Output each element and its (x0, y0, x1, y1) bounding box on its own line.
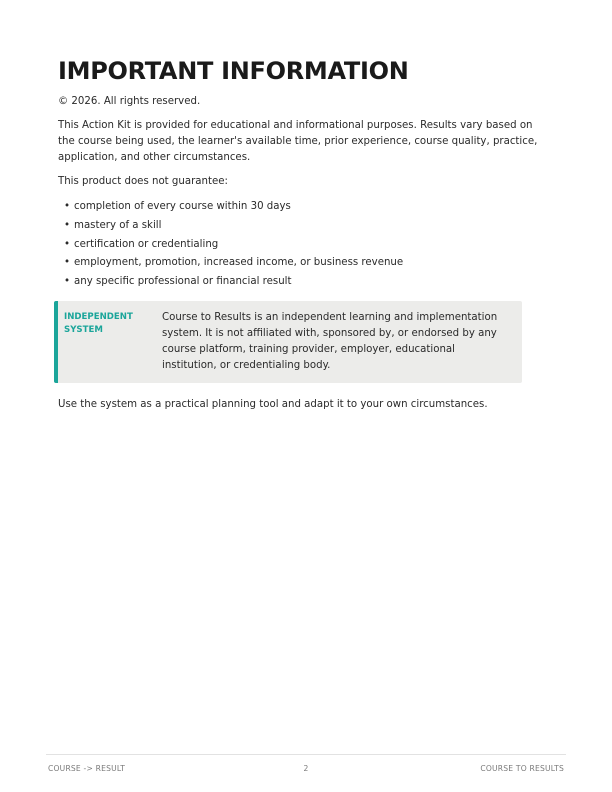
page-title: IMPORTANT INFORMATION (58, 57, 409, 85)
bullet-icon: • (64, 201, 71, 212)
callout-label: INDEPENDENT SYSTEM (64, 311, 133, 335)
list-item: • employment, promotion, increased income, or business revenue (64, 257, 404, 269)
copyright-notice: © 2026. All rights reserved. (58, 96, 201, 107)
closing-paragraph: Use the system as a practical planning tool and adapt it to your own circumstances. (58, 398, 488, 410)
bullet-icon: • (64, 276, 71, 288)
intro-paragraph: This Action Kit is provided for educational and informational purposes. Results vary based on the course being used, the learner's available time, prior experience, course quality, practice, application, and other circumstances. (58, 120, 538, 163)
bullet-icon: • (64, 219, 71, 231)
page-number: 2 (303, 764, 309, 773)
footer-left-label: COURSE -> RESULT (48, 764, 126, 773)
document-page (58, 56, 538, 421)
list-item: • certification or credentialing (64, 238, 219, 250)
no-guarantee-list (58, 198, 538, 292)
guarantee-lead: This product does not guarantee: (58, 176, 228, 187)
list-item: • any specific professional or financial result (64, 276, 292, 288)
callout-text: Course to Results is an independent learning and implementation system. It is not affiliated with, sponsored by, or endorsed by any course platform, training provider, employer, educational institution, or credentialing body. (162, 311, 498, 371)
page-footer (46, 754, 566, 785)
independent-system-callout (54, 301, 522, 383)
bullet-icon: • (64, 238, 71, 250)
bullet-icon: • (64, 257, 71, 269)
footer-right-label: COURSE TO RESULTS (480, 764, 564, 773)
list-item: • completion of every course within 30 days (64, 201, 291, 212)
list-item: • mastery of a skill (64, 219, 162, 231)
